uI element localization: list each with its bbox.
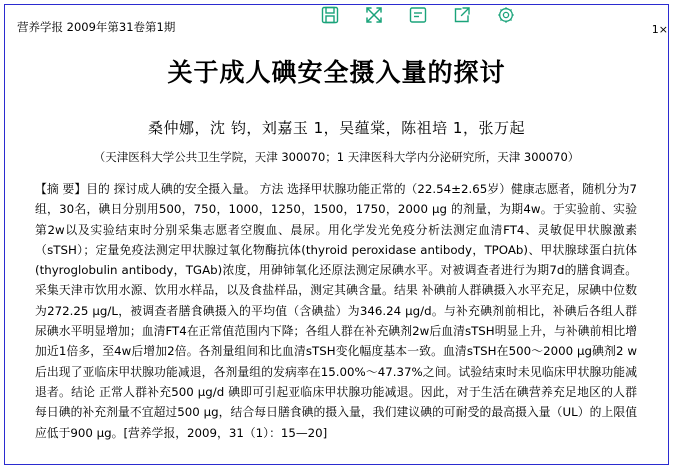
document-page [4, 4, 669, 465]
author-names: 桑仲娜，沈 钧，刘嘉玉 1，吴蕴棠，陈祖培 1，张万起 [148, 119, 525, 137]
abstract-paragraph: 【摘 要】目的 探讨成人碘的安全摄入量。 方法 选择甲状腺功能正常的（22.54±2.65岁）健康志愿者，随机分为7组，30名，碘日分别用500，750，1000，1250，1500，1750，2000 μg 的剂量，为期4w。于实验前、实验第2w以及实验结束时分别采集志愿者空腹血、晨尿。用化学发光免疫分析法测定血清FT4、灵敏促甲状腺激素（sTSH）；定量免疫法测定甲状腺过氧化物酶抗体(thyroid peroxidase antibody，TPOAb)、甲状腺球蛋白抗体(thyroglobulin antibody，TGAb)浓度，用砷铈氧化还原法测定尿碘水平。对被调查者进行为期7d的膳食调查。采集天津市饮用水源、饮用水样品，以及食盐样品，测定其碘含量。结果 补碘前人群碘摄入水平充足，尿碘中位数为272.25 μg/L，被调查者膳食碘摄入的平均值（含碘盐）为346.24 μg/d。与补充碘剂前相比，补碘后各组人群尿碘水平明显增加；血清FT4在正常值范围内下降；各组人群在补充碘剂2w后血清sTSH明显上升，与补碘前相比增加近1倍多，至4w后增加2倍。各剂量组间和比血清sTSH变化幅度基本一致。血清sTSH在500～2000 μg碘剂2 w后出现了亚临床甲状腺功能减退，各剂量组的发病率在15.00%～47.37%之间。试验结束时未见临床甲状腺功能减退者。结论 正常人群补充500 μg/d 碘即可引起亚临床甲状腺功能减退。因此，对于生活在碘营养充足地区的人群每日碘的补充剂量不宜超过500 μg，结合每日膳食碘的摄入量，我们建议碘的可耐受的最高摄入量（UL）的上限值应低于900 μg。[营养学报，2009，31（1）：15—20] [35, 182, 637, 440]
fullscreen-icon[interactable] [363, 4, 385, 26]
page-title: 关于成人碘安全摄入量的探讨 [167, 58, 506, 87]
save-icon[interactable] [319, 4, 341, 26]
comment-icon[interactable] [407, 4, 429, 26]
affiliation-line: （天津医科大学公共卫生学院，天津 300070；1 天津医科大学内分泌研究所，天津 300070） [93, 150, 580, 164]
gear-icon[interactable] [495, 4, 517, 26]
journal-header: 营养学报 2009年第31卷第1期 [17, 20, 176, 34]
corner-mark: 1× [651, 23, 668, 36]
abstract-body [35, 179, 637, 443]
floating-toolbar[interactable] [279, 0, 556, 30]
export-icon[interactable] [451, 4, 473, 26]
author-list [5, 117, 668, 138]
